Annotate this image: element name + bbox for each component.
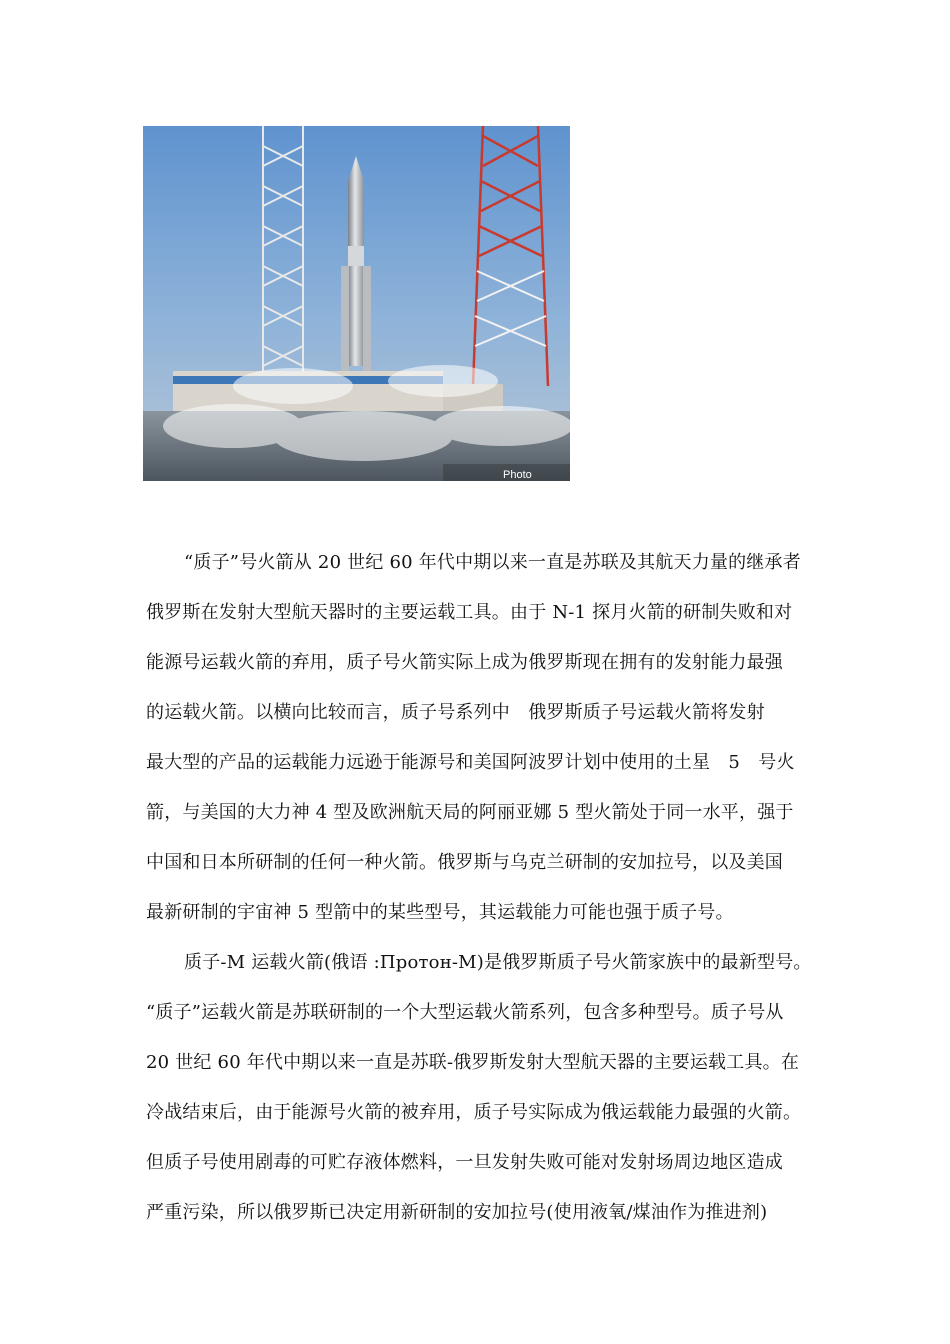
rocket-launch-photo [143, 126, 570, 481]
paragraph-1-line-1: “质子”号火箭从 20 世纪 60 年代中期以来一直是苏联及其航天力量的继承者 [184, 552, 801, 573]
article-body [146, 538, 814, 1238]
paragraph-2-line-6: 严重污染，所以俄罗斯已决定用新研制的安加拉号(使用液氧/煤油作为推进剂) [146, 1202, 768, 1223]
paragraph-2-line-3: 20 世纪 60 年代中期以来一直是苏联-俄罗斯发射大型航天器的主要运载工具。在 [146, 1052, 800, 1073]
photo-watermark: Photo [503, 469, 532, 481]
paragraph-1-line-7: 中国和日本所研制的任何一种火箭。俄罗斯与乌克兰研制的安加拉号，以及美国 [146, 852, 783, 873]
paragraph-1-line-3: 能源号运载火箭的弃用，质子号火箭实际上成为俄罗斯现在拥有的发射能力最强 [146, 652, 783, 673]
paragraph-1-line-4: 的运载火箭。以横向比较而言，质子号系列中 俄罗斯质子号运载火箭将发射 [146, 702, 765, 723]
rocket-photo-illustration [143, 126, 570, 481]
paragraph-2-line-4: 冷战结束后，由于能源号火箭的被弃用，质子号实际成为俄运载能力最强的火箭。 [146, 1102, 802, 1123]
paragraph-1-line-8: 最新研制的宇宙神 5 型箭中的某些型号，其运载能力可能也强于质子号。 [146, 902, 734, 923]
paragraph-1-line-5: 最大型的产品的运载能力远逊于能源号和美国阿波罗计划中使用的土星 5 号火 [146, 752, 795, 773]
paragraph-1-line-2: 俄罗斯在发射大型航天器时的主要运载工具。由于 N-1 探月火箭的研制失败和对 [146, 602, 793, 623]
paragraph-2-line-5: 但质子号使用剧毒的可贮存液体燃料，一旦发射失败可能对发射场周边地区造成 [146, 1152, 783, 1173]
paragraph-2-line-1: 质子-M 运载火箭(俄语 :Протон-М)是俄罗斯质子号火箭家族中的最新型号。 [184, 952, 812, 973]
paragraph-2-line-2: “质子”运载火箭是苏联研制的一个大型运载火箭系列，包含多种型号。质子号从 [146, 1002, 784, 1023]
paragraph-1-line-6: 箭，与美国的大力神 4 型及欧洲航天局的阿丽亚娜 5 型火箭处于同一水平，强于 [146, 802, 794, 823]
